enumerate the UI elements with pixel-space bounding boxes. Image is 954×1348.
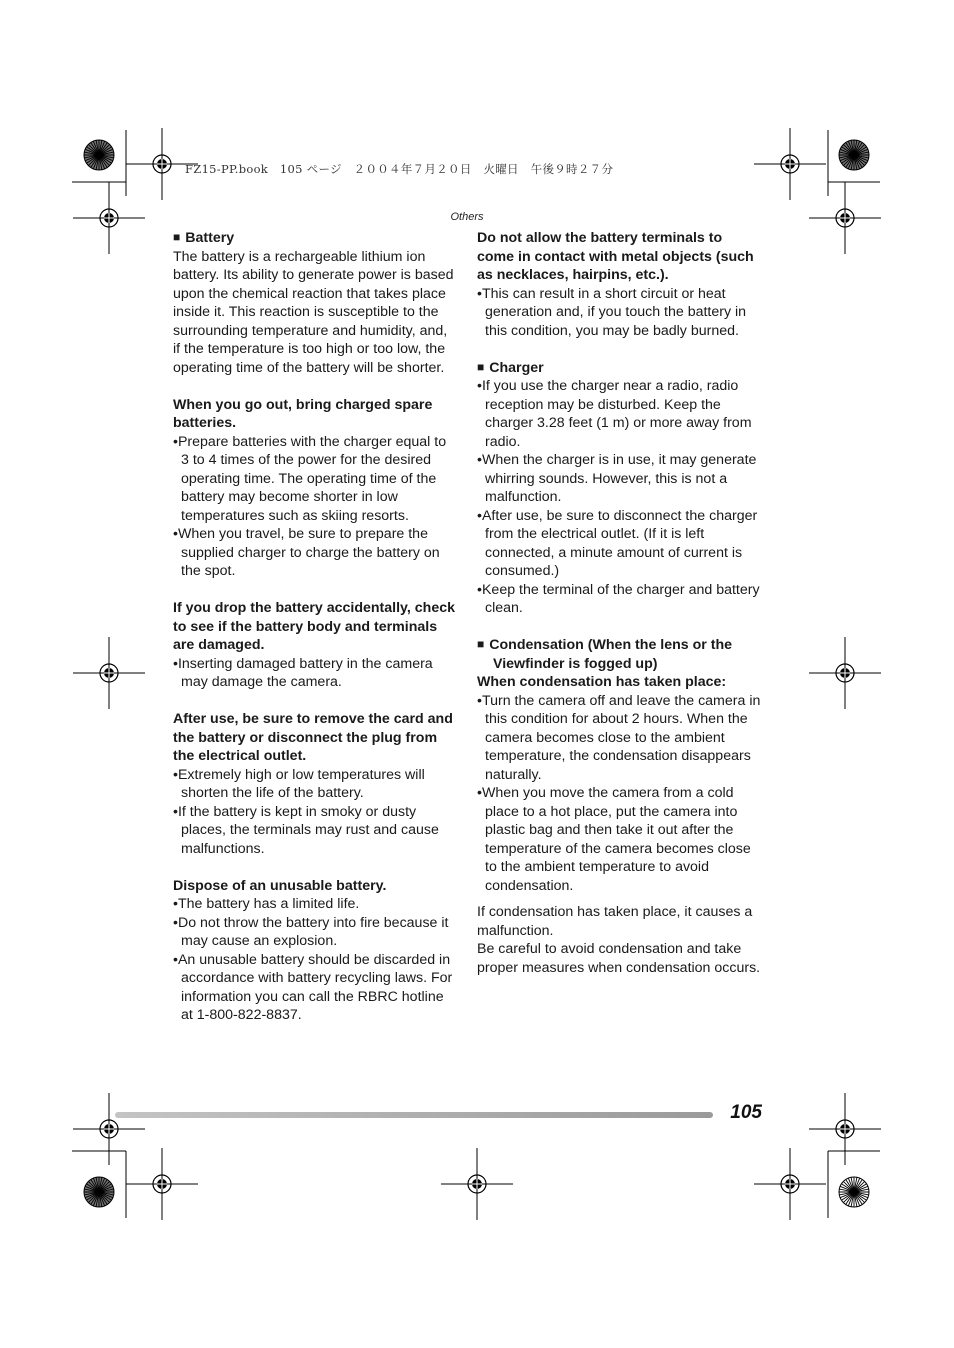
spacer — [173, 581, 457, 600]
footer-bar — [115, 1112, 713, 1118]
page-number: 105 — [730, 1102, 762, 1123]
subheading: Dispose of an unusable battery. — [173, 877, 387, 894]
spacer — [477, 340, 761, 359]
bullet-item: • Keep the terminal of the charger and battery clean. — [477, 581, 761, 618]
subheading: Do not allow the battery terminals to come in contact with metal objects (such as necklaces, hairpins, etc.). — [477, 230, 754, 283]
paragraph: Be careful to avoid condensation and take proper measures when condensation occurs. — [477, 941, 761, 976]
bullet-item: • The battery has a limited life. — [173, 895, 457, 914]
bullet-item: • Inserting damaged battery in the camera may damage the camera. — [173, 655, 457, 692]
bullet-item: • When you travel, be sure to prepare the supplied charger to charge the battery on the spot. — [173, 525, 457, 581]
section-heading: ■ Battery — [173, 229, 457, 248]
bullet-item: • An unusable battery should be discarded in accordance with battery recycling laws. For information you can call the RBRC hotline at 1-800-822-8837. — [173, 951, 457, 1025]
spacer — [477, 618, 761, 637]
spacer — [173, 858, 457, 877]
paragraph: If condensation has taken place, it causes a malfunction. — [477, 904, 753, 939]
bullet-item: • If the battery is kept in smoky or dusty places, the terminals may rust and cause malfunctions. — [173, 803, 457, 859]
bullet-item: • After use, be sure to disconnect the charger from the electrical outlet. (If it is left connected, a minute amount of current is consumed.) — [477, 507, 761, 581]
section-heading: ■ Charger — [477, 359, 761, 378]
bullet-item: • When the charger is in use, it may generate whirring sounds. However, this is not a malfunction. — [477, 451, 761, 507]
spacer — [477, 895, 761, 903]
section-heading: ■ Condensation (When the lens or the Viewfinder is fogged up) — [477, 636, 761, 673]
section-label: Others — [450, 211, 484, 223]
bullet-item: • Do not throw the battery into fire because it may cause an explosion. — [173, 914, 457, 951]
spacer — [173, 377, 457, 396]
left-column — [173, 229, 457, 1025]
subheading: When condensation has taken place: — [477, 674, 727, 690]
subheading: When you go out, bring charged spare batteries. — [173, 396, 433, 431]
bullet-item: • If you use the charger near a radio, radio reception may be disturbed. Keep the charger 3.28 feet (1 m) or more away from radio. — [477, 377, 761, 451]
bullet-item: • This can result in a short circuit or heat generation and, if you touch the battery in this condition, you may be badly burned. — [477, 285, 761, 341]
bullet-item: • Extremely high or low temperatures will shorten the life of the battery. — [173, 766, 457, 803]
bullet-item: • Prepare batteries with the charger equal to 3 to 4 times of the power for the desired operating time. The operating time of the battery may become shorter in low temperatures such as skiing resorts. — [173, 433, 457, 526]
subheading: If you drop the battery accidentally, check to see if the battery body and terminals are damaged. — [173, 600, 455, 653]
subheading: After use, be sure to remove the card and the battery or disconnect the plug from the electrical outlet. — [173, 711, 453, 764]
paragraph: The battery is a rechargeable lithium ion battery. Its ability to generate power is based upon the chemical reaction that takes place inside it. This reaction is susceptible to the surrounding temperature and humidity, and, if the temperature is too high or too low, the operating time of the battery will be shorter. — [173, 248, 454, 376]
printer-slug-line: FZ15-PP.book 105 ページ ２００４年７月２０日 火曜日 午後９時２７分 — [185, 162, 614, 176]
bullet-item: • Turn the camera off and leave the camera in this condition for about 2 hours. When the camera becomes close to the ambient temperature, the condensation disappears naturally. — [477, 692, 761, 785]
spacer — [173, 692, 457, 711]
bullet-item: • When you move the camera from a cold place to a hot place, put the camera into plastic bag and then take it out after the temperature of the camera becomes close to the ambient temperature to avoid condensation. — [477, 784, 761, 895]
right-column — [477, 229, 761, 977]
